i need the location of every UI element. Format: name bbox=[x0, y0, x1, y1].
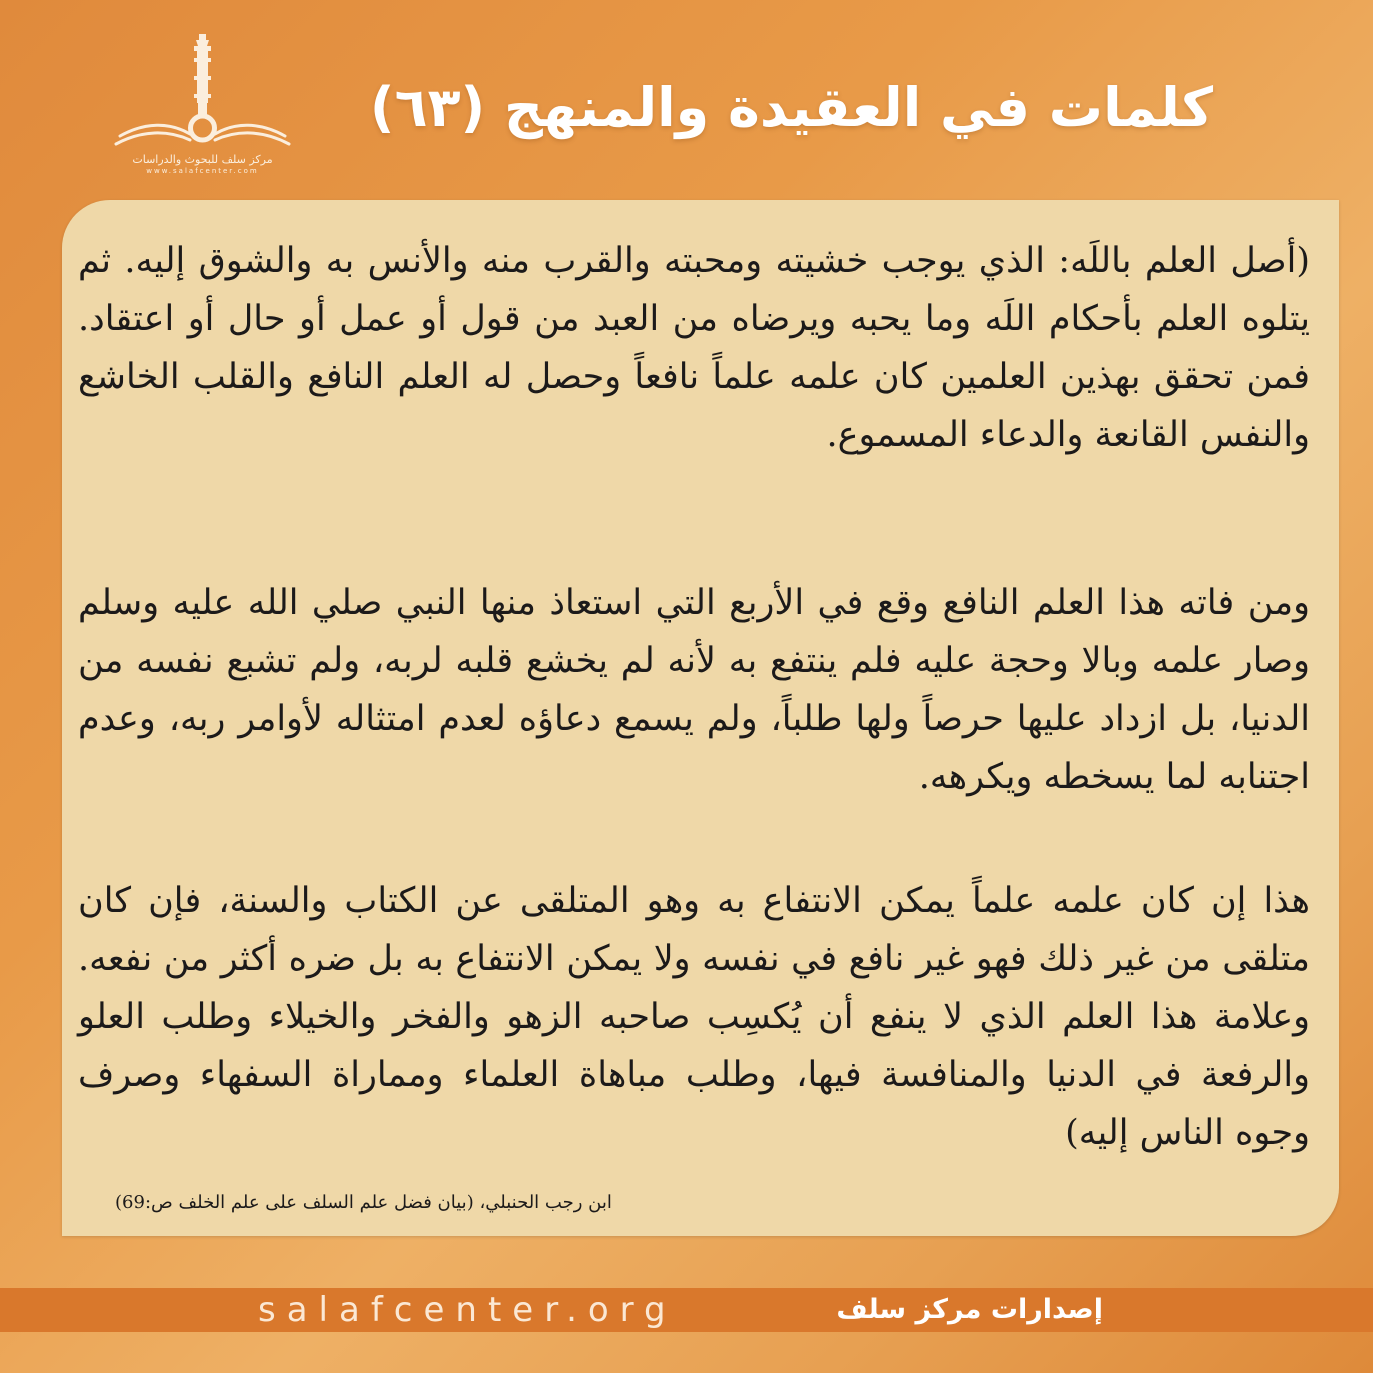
footer-url: salafcenter.org bbox=[258, 1290, 677, 1330]
logo-url: www.salafcenter.com bbox=[146, 167, 259, 175]
paragraph-2: ومن فاته هذا العلم النافع وقع في الأربع التي استعاذ منها النبي صلي الله عليه وسلم وصار علمه وبالا وحجة عليه فلم ينتفع به لأنه لم يخشع قلبه لربه، ولم تشبع نفسه من الدنيا، بل ازداد عليها حرصاً ولها طلباً، ولم يسمع دعاؤه لعدم امتثاله لأوامر ربه، وعدم اجتنابه لما يسخطه ويكرهه. bbox=[78, 583, 1310, 797]
minaret-book-logo-icon bbox=[110, 30, 295, 155]
page-title: كلمات في العقيدة والمنهج (٦٣) bbox=[369, 76, 1213, 139]
logo-name: مركز سلف للبحوث والدراسات bbox=[132, 153, 273, 166]
citation: ابن رجب الحنبلي، (بيان فضل علم السلف على علم الخلف ص:69) bbox=[115, 1192, 612, 1213]
salaf-center-logo bbox=[110, 30, 295, 180]
paragraph-3: هذا إن كان علمه علماً يمكن الانتفاع به وهو المتلقى عن الكتاب والسنة، فإن كان متلقى من غير ذلك فهو غير نافع في نفسه ولا يمكن الانتفاع به بل ضره أكثر من نفعه. وعلامة هذا العلم الذي لا ينفع أن يُكسِب صاحبه الزهو والفخر والخيلاء وطلب العلو والرفعة في الدنيا والمنافسة فيها، وطلب مباهاة العلماء ومماراة السفهاء وصرف وجوه الناس إليه) bbox=[78, 881, 1310, 1153]
paragraph-1: (أصل العلم باللَه: الذي يوجب خشيته ومحبته والقرب منه والأنس به والشوق إليه. ثم يتلوه العلم بأحكام اللَه وما يحبه ويرضاه من العبد من قول أو عمل أو حال أو اعتقاد. فمن تحقق بهذين العلمين كان علمه علماً نافعاً وحصل له العلم النافع والقلب الخاشع والنفس القانعة والدعاء المسموع. bbox=[78, 241, 1310, 455]
footer-band bbox=[0, 1288, 1373, 1332]
footer-publisher: إصدارات مركز سلف bbox=[836, 1294, 1103, 1325]
